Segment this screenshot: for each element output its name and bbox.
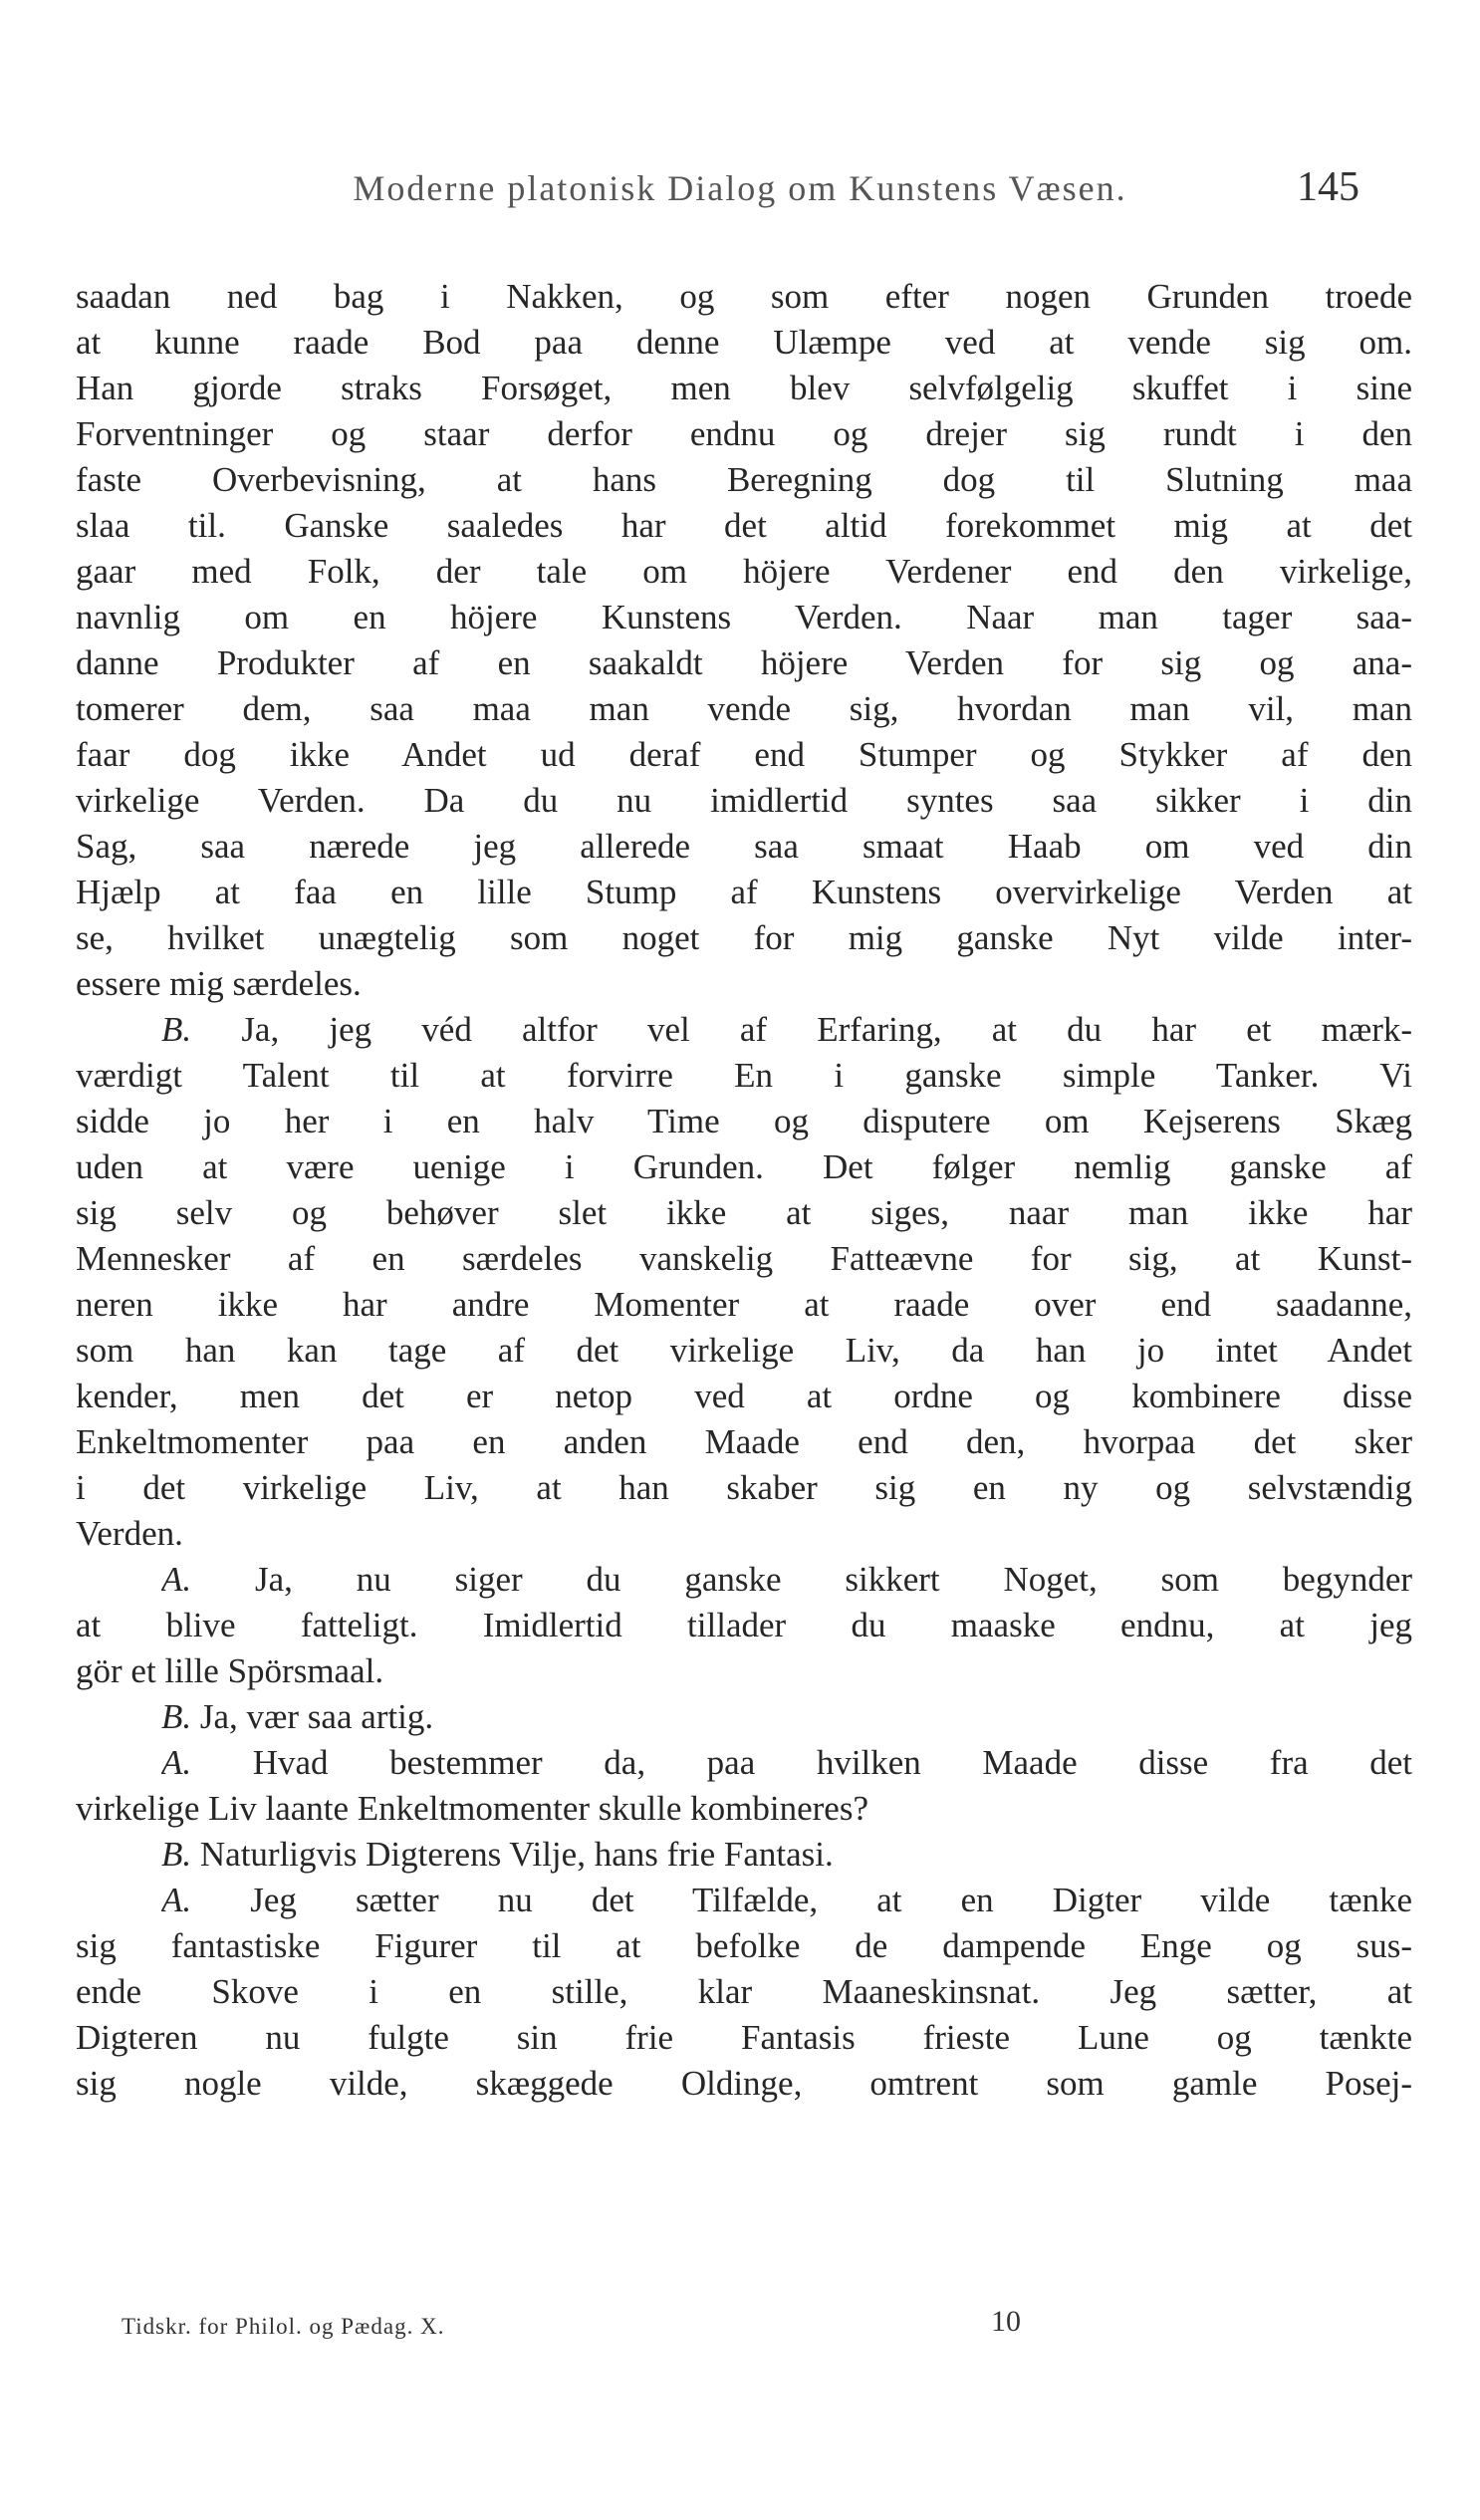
text-line	[76, 1100, 1412, 1143]
line-text: som han kan tage af det virkelige Liv, da han jo intet Andet	[76, 1331, 1412, 1370]
text-line	[76, 412, 1412, 456]
text-line	[76, 1466, 1412, 1510]
speaker-label: A.	[161, 1560, 192, 1599]
line-text: gör et lille Spörsmaal.	[76, 1651, 384, 1690]
dialogue-line	[161, 1695, 1412, 1739]
line-text: Hvad bestemmer da, paa hvilken Maade disse fra det	[252, 1743, 1412, 1782]
signature-note: Tidskr. for Philol. og Pædag. X.	[122, 2314, 445, 2339]
line-text: Enkeltmomenter paa en anden Maade end den, hvorpaa det sker	[76, 1422, 1412, 1461]
line-text: Ja, vær saa artig.	[199, 1697, 434, 1736]
text-line	[76, 1054, 1412, 1098]
line-text: faste Overbevisning, at hans Beregning dog til Slutning maa	[76, 460, 1412, 499]
dialogue-line	[161, 1741, 1412, 1785]
text-line	[76, 1237, 1412, 1281]
dialogue-line	[161, 1558, 1412, 1602]
line-text: sig nogle vilde, skæggede Oldinge, omtrent som gamle Posej-	[76, 2064, 1412, 2103]
text-line	[76, 871, 1412, 914]
line-text: Digteren nu fulgte sin frie Fantasis frieste Lune og tænkte	[76, 2018, 1412, 2057]
line-text: at blive fatteligt. Imidlertid tillader du maaske endnu, at jeg	[76, 1606, 1412, 1644]
line-text: sidde jo her i en halv Time og disputere om Kejserens Skæg	[76, 1102, 1412, 1140]
line-text: faar dog ikke Andet ud deraf end Stumper og Stykker af den	[76, 735, 1412, 774]
text-line	[76, 825, 1412, 869]
text-line	[76, 1649, 1412, 1693]
line-text: navnlig om en höjere Kunstens Verden. Naar man tager saa-	[76, 598, 1412, 636]
line-text: ende Skove i en stille, klar Maaneskinsnat. Jeg sætter, at	[76, 1972, 1412, 2011]
dialogue-line	[161, 1008, 1412, 1052]
text-line	[76, 1420, 1412, 1464]
text-line	[76, 367, 1412, 410]
line-text: Ja, jeg véd altfor vel af Erfaring, at du har et mærk-	[241, 1010, 1412, 1049]
text-line	[76, 641, 1412, 685]
line-text: saadan ned bag i Nakken, og som efter nogen Grunden troede	[76, 277, 1412, 316]
dialogue-line	[161, 1833, 1412, 1877]
line-text: Mennesker af en særdeles vanskelig Fatteævne for sig, at Kunst-	[76, 1239, 1412, 1278]
line-text: Naturligvis Digterens Vilje, hans frie Fantasi.	[199, 1835, 834, 1874]
line-text: slaa til. Ganske saaledes har det altid forekommet mig at det	[76, 506, 1412, 545]
text-line	[76, 2016, 1412, 2060]
line-text: Hjælp at faa en lille Stump af Kunstens overvirkelige Verden at	[76, 873, 1412, 911]
text-line	[76, 733, 1412, 777]
text-line	[76, 596, 1412, 639]
text-line	[76, 1283, 1412, 1327]
speaker-label: B.	[161, 1835, 192, 1874]
line-text: kender, men det er netop ved at ordne og kombinere disse	[76, 1377, 1412, 1415]
line-text: sig selv og behøver slet ikke at siges, naar man ikke har	[76, 1193, 1412, 1232]
line-text: danne Produkter af en saakaldt höjere Verden for sig og ana-	[76, 643, 1412, 682]
text-line	[76, 275, 1412, 319]
line-text: Forventninger og staar derfor endnu og drejer sig rundt i den	[76, 414, 1412, 453]
line-text: virkelige Liv laante Enkeltmomenter skulle kombineres?	[76, 1789, 868, 1828]
line-text: Han gjorde straks Forsøget, men blev selvfølgelig skuffet i sine	[76, 369, 1412, 407]
line-text: i det virkelige Liv, at han skaber sig en ny og selvstændig	[76, 1468, 1412, 1507]
text-line	[76, 1970, 1412, 2014]
text-line	[76, 504, 1412, 548]
speaker-label: A.	[161, 1743, 192, 1782]
text-line	[76, 1512, 1412, 1556]
line-text: uden at være uenige i Grunden. Det følger nemlig ganske af	[76, 1147, 1412, 1186]
text-line	[76, 962, 1412, 1006]
speaker-label: B.	[161, 1697, 192, 1736]
text-line	[76, 1787, 1412, 1831]
line-text: værdigt Talent til at forvirre En i ganske simple Tanker. Vi	[76, 1056, 1412, 1095]
speaker-label: B.	[161, 1010, 192, 1049]
text-line	[76, 550, 1412, 594]
line-text: at kunne raade Bod paa denne Ulæmpe ved at vende sig om.	[76, 323, 1412, 362]
signature-number: 10	[991, 2305, 1021, 2338]
dialogue-line	[161, 1879, 1412, 1922]
text-line	[76, 1329, 1412, 1373]
line-text: tomerer dem, saa maa man vende sig, hvordan man vil, man	[76, 689, 1412, 728]
text-line	[76, 1604, 1412, 1647]
text-line	[76, 1924, 1412, 1968]
text-line	[76, 1375, 1412, 1418]
text-line	[76, 458, 1412, 502]
text-line	[76, 1145, 1412, 1189]
line-text: Jeg sætter nu det Tilfælde, at en Digter vilde tænke	[250, 1881, 1412, 1919]
page-number: 145	[1297, 164, 1359, 210]
line-text: Sag, saa nærede jeg allerede saa smaat Haab om ved din	[76, 827, 1412, 866]
line-text: sig fantastiske Figurer til at befolke de dampende Enge og sus-	[76, 1926, 1412, 1965]
speaker-label: A.	[161, 1881, 192, 1919]
text-line	[76, 1191, 1412, 1235]
running-title: Moderne platonisk Dialog om Kunstens Væsen.	[353, 168, 1127, 208]
text-line	[76, 321, 1412, 365]
line-text: essere mig særdeles.	[76, 964, 362, 1003]
text-line	[76, 2062, 1412, 2106]
line-text: Ja, nu siger du ganske sikkert Noget, som begynder	[255, 1560, 1412, 1599]
line-text: Verden.	[76, 1514, 183, 1553]
line-text: virkelige Verden. Da du nu imidlertid syntes saa sikker i din	[76, 781, 1412, 820]
line-text: gaar med Folk, der tale om höjere Verdener end den virkelige,	[76, 552, 1412, 591]
line-text: neren ikke har andre Momenter at raade over end saadanne,	[76, 1285, 1412, 1324]
text-line	[76, 779, 1412, 823]
line-text: se, hvilket unægtelig som noget for mig ganske Nyt vilde inter-	[76, 918, 1412, 957]
text-line	[76, 687, 1412, 731]
text-line	[76, 916, 1412, 960]
